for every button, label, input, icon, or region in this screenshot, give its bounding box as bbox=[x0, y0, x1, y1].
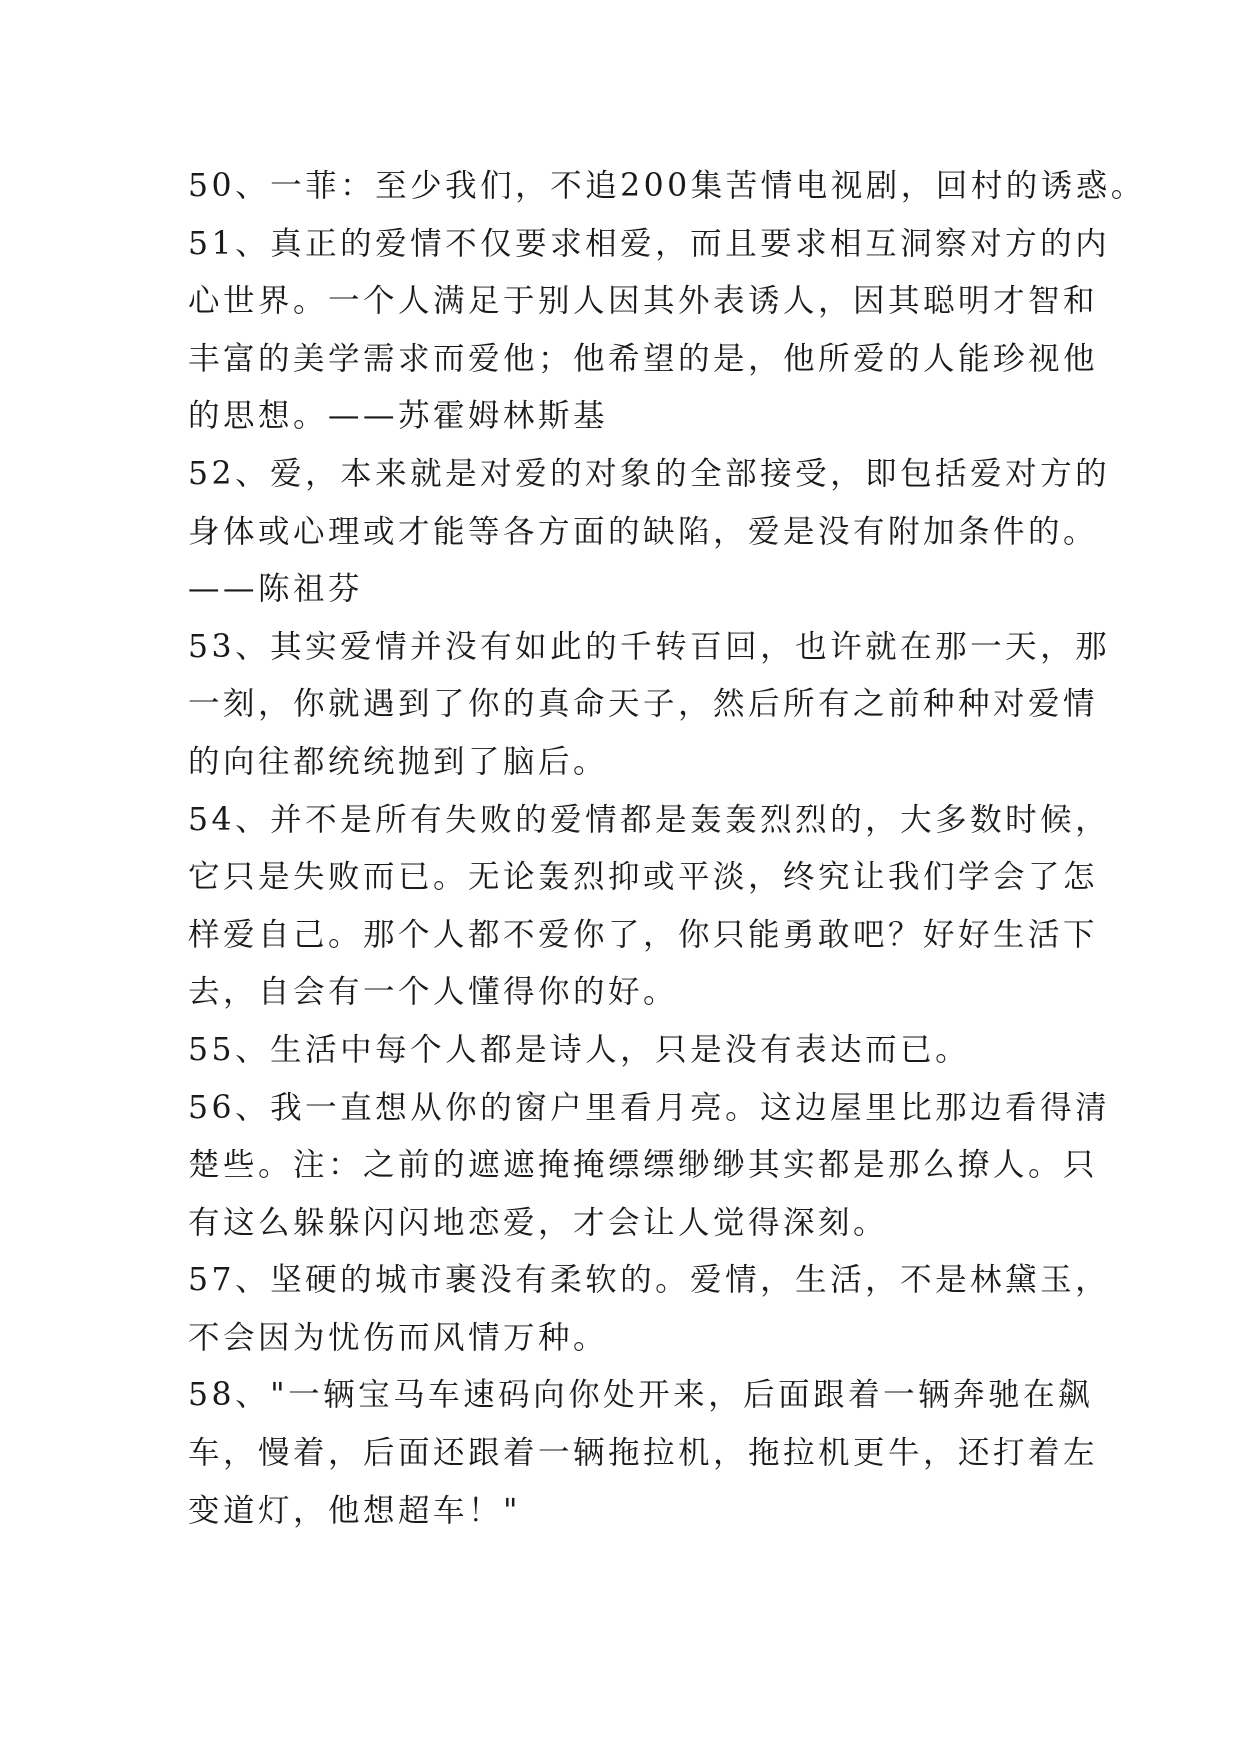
text-line: 它只是失败而已。无论轰烈抑或平淡，终究让我们学会了怎 bbox=[188, 859, 1099, 896]
text-line: 52、爱，本来就是对爱的对象的全部接受，即包括爱对方的 bbox=[188, 455, 1111, 492]
text-line: 样爱自己。那个人都不爱你了，你只能勇敢吧？好好生活下 bbox=[188, 916, 1099, 953]
text-line: 51、真正的爱情不仅要求相爱，而且要求相互洞察对方的内 bbox=[188, 225, 1111, 262]
text-line: 身体或心理或才能等各方面的缺陷，爱是没有附加条件的。 bbox=[188, 513, 1099, 550]
text-line: 的向往都统统抛到了脑后。 bbox=[188, 743, 609, 780]
text-line: 不会因为忧伤而风情万种。 bbox=[188, 1319, 609, 1356]
text-line: 53、其实爱情并没有如此的千转百回，也许就在那一天，那 bbox=[188, 628, 1111, 665]
text-line: 57、坚硬的城市裹没有柔软的。爱情，生活，不是林黛玉， bbox=[188, 1262, 1111, 1299]
text-line: 有这么躲躲闪闪地恋爱，才会让人觉得深刻。 bbox=[188, 1204, 889, 1241]
text-line: 楚些。注：之前的遮遮掩掩缥缥缈缈其实都是那么撩人。只 bbox=[188, 1147, 1099, 1184]
text-line: 心世界。一个人满足于别人因其外表诱人，因其聪明才智和 bbox=[188, 283, 1099, 320]
text-line: 50、一菲：至少我们，不追200集苦情电视剧，回村的诱惑。 bbox=[188, 168, 1146, 204]
text-line: 变道灯，他想超车！" bbox=[188, 1492, 521, 1529]
text-line: 丰富的美学需求而爱他；他希望的是，他所爱的人能珍视他 bbox=[188, 340, 1099, 377]
text-line: ——陈祖芬 bbox=[188, 571, 364, 608]
text-line: 去，自会有一个人懂得你的好。 bbox=[188, 974, 679, 1011]
text-line: 一刻，你就遇到了你的真命天子，然后所有之前种种对爱情 bbox=[188, 686, 1099, 723]
text-line: 车，慢着，后面还跟着一辆拖拉机，拖拉机更牛，还打着左 bbox=[188, 1435, 1099, 1472]
document-body bbox=[188, 158, 1146, 1540]
text-line: 58、"一辆宝马车速码向你处开来，后面跟着一辆奔驰在飙 bbox=[188, 1377, 1094, 1414]
text-line: 的思想。——苏霍姆林斯基 bbox=[188, 398, 609, 435]
text-line: 56、我一直想从你的窗户里看月亮。这边屋里比那边看得清 bbox=[188, 1089, 1111, 1126]
text-line: 54、并不是所有失败的爱情都是轰轰烈烈的，大多数时候， bbox=[188, 801, 1111, 838]
text-line: 55、生活中每个人都是诗人，只是没有表达而已。 bbox=[188, 1031, 971, 1068]
